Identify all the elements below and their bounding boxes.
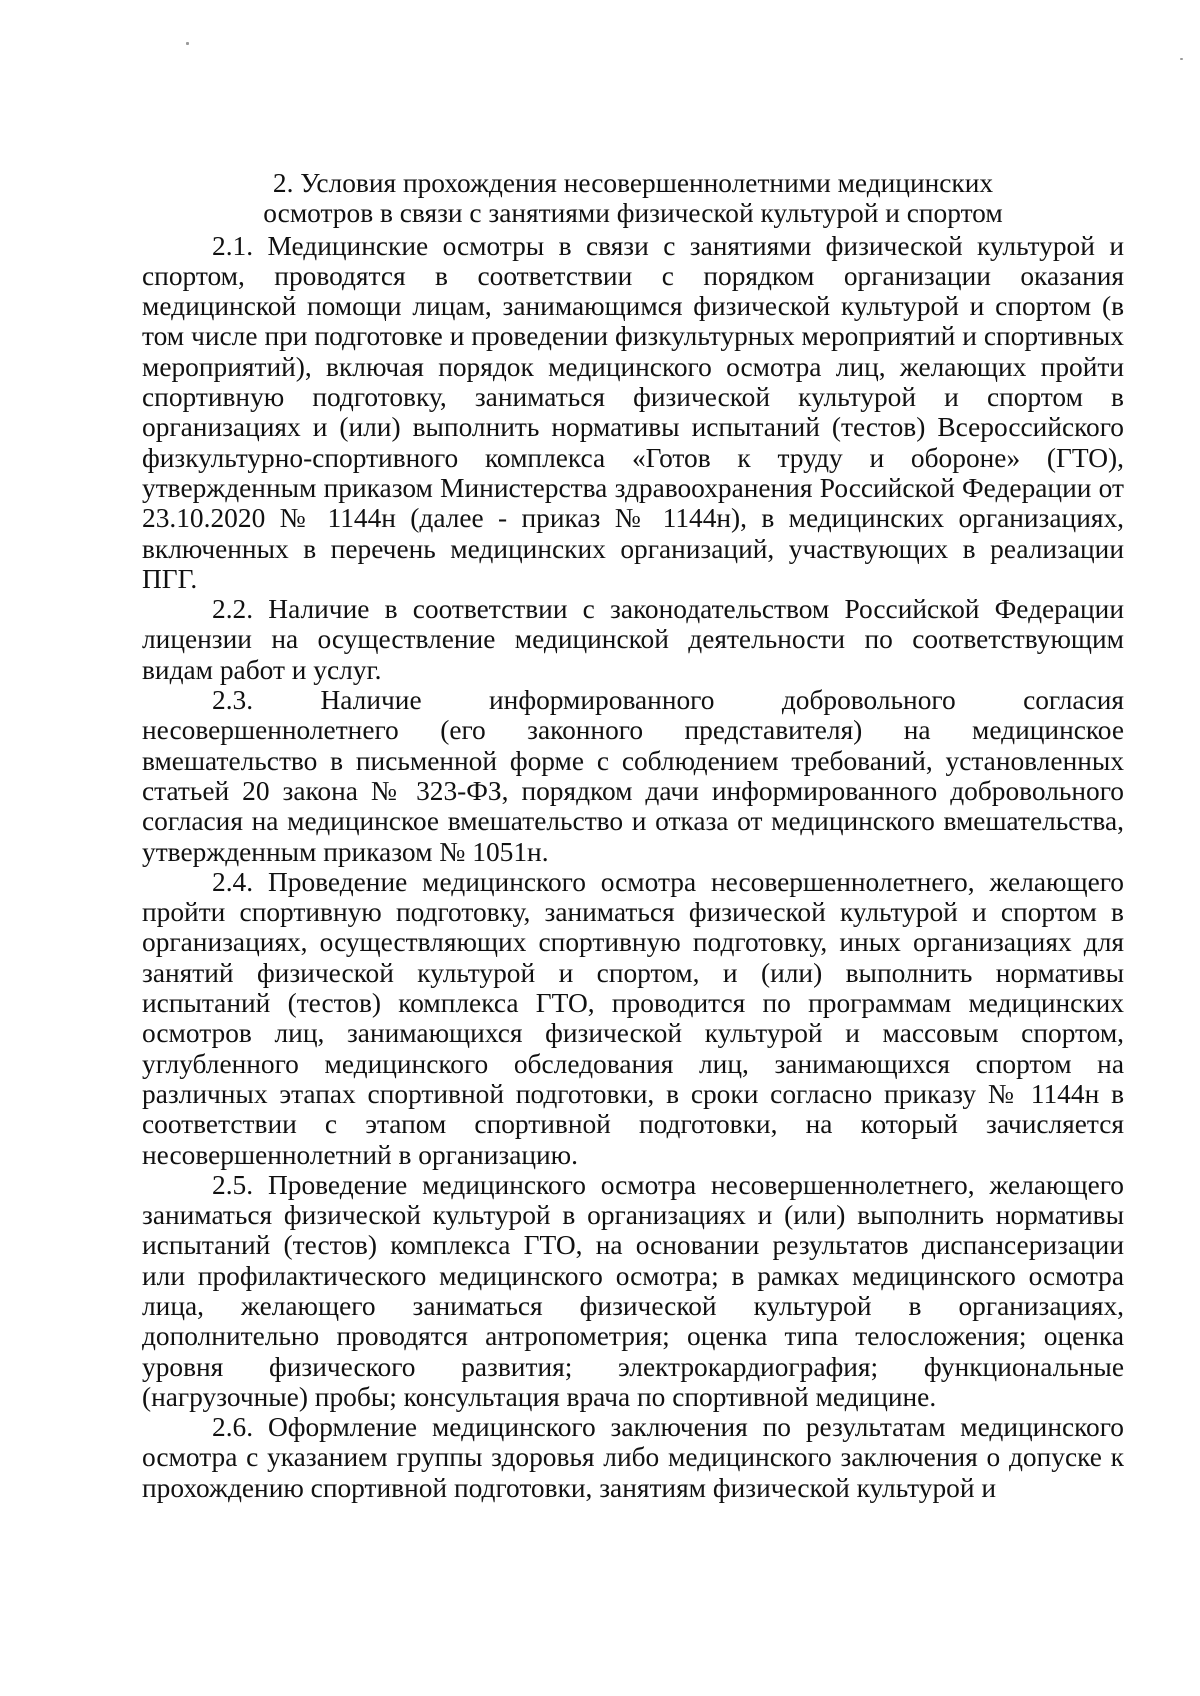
section-heading-line: 2. Условия прохождения несовершеннолетними медицинских [272,168,994,198]
scan-speck [1180,58,1183,60]
section-heading-line: осмотров в связи с занятиями физической культурой и спортом [263,198,1003,229]
paragraph-2-6: 2.6. Оформление медицинского заключения по результатам медицинского осмотра с указанием группы здоровья либо медицинского заключения о допуске к прохождению спортивной подготовки, занятиям физической культурой и [142,1412,1124,1503]
paragraph-2-2: 2.2. Наличие в соответствии с законодательством Российской Федерации лицензии на осуществление медицинской деятельности по соответствующим видам работ и услуг. [142,594,1124,685]
paragraph-2-3: 2.3. Наличие информированного добровольного согласия несовершеннолетнего (его законного представителя) на медицинское вмешательство в письменной форме с соблюдением требований, установленных статьей 20 закона № 323-ФЗ, порядком дачи информированного добровольного согласия на медицинское вмешательство и отказа от медицинского вмешательства, утвержденным приказом № 1051н. [142,685,1124,867]
section-heading [142,168,1124,229]
paragraph-2-4: 2.4. Проведение медицинского осмотра несовершеннолетнего, желающего пройти спортивную подготовку, заниматься физической культурой и спортом в организациях, осуществляющих спортивную подготовку, иных организациях для занятий физической культурой и спортом, и (или) выполнить нормативы испытаний (тестов) комплекса ГТО, проводится по программам медицинских осмотров лиц, занимающихся физической культурой и массовым спортом, углубленного медицинского обследования лиц, занимающихся спортом на различных этапах спортивной подготовки, в сроки согласно приказу № 1144н в соответствии с этапом спортивной подготовки, на который зачисляется несовершеннолетний в организацию. [142,866,1124,1170]
paragraph-2-5: 2.5. Проведение медицинского осмотра несовершеннолетнего, желающего заниматься физической культурой в организациях и (или) выполнить нормативы испытаний (тестов) комплекса ГТО, на основании результатов диспансеризации или профилактического медицинского осмотра; в рамках медицинского осмотра лица, желающего заниматься физической культурой в организациях, дополнительно проводятся антропометрия; оценка типа телосложения; оценка уровня физического развития; электрокардиография; функциональные (нагрузочные) пробы; консультация врача по спортивной медицине. [142,1169,1124,1412]
scan-speck [186,42,189,45]
paragraph-2-1: 2.1. Медицинские осмотры в связи с занятиями физической культурой и спортом, проводятся в соответствии с порядком организации оказания медицинской помощи лицам, занимающимся физической культурой и спортом (в том числе при подготовке и проведении физкультурных мероприятий и спортивных мероприятий), включая порядок медицинского осмотра лиц, желающих пройти спортивную подготовку, заниматься физической культурой и спортом в организациях и (или) выполнить нормативы испытаний (тестов) Всероссийского физкультурно-спортивного комплекса «Готов к труду и обороне» (ГТО), утвержденным приказом Министерства здравоохранения Российской Федерации от 23.10.2020 № 1144н (далее - приказ № 1144н), в медицинских организациях, включенных в перечень медицинских организаций, участвующих в реализации ПГГ. [142,230,1124,594]
document-body [142,168,1124,1503]
